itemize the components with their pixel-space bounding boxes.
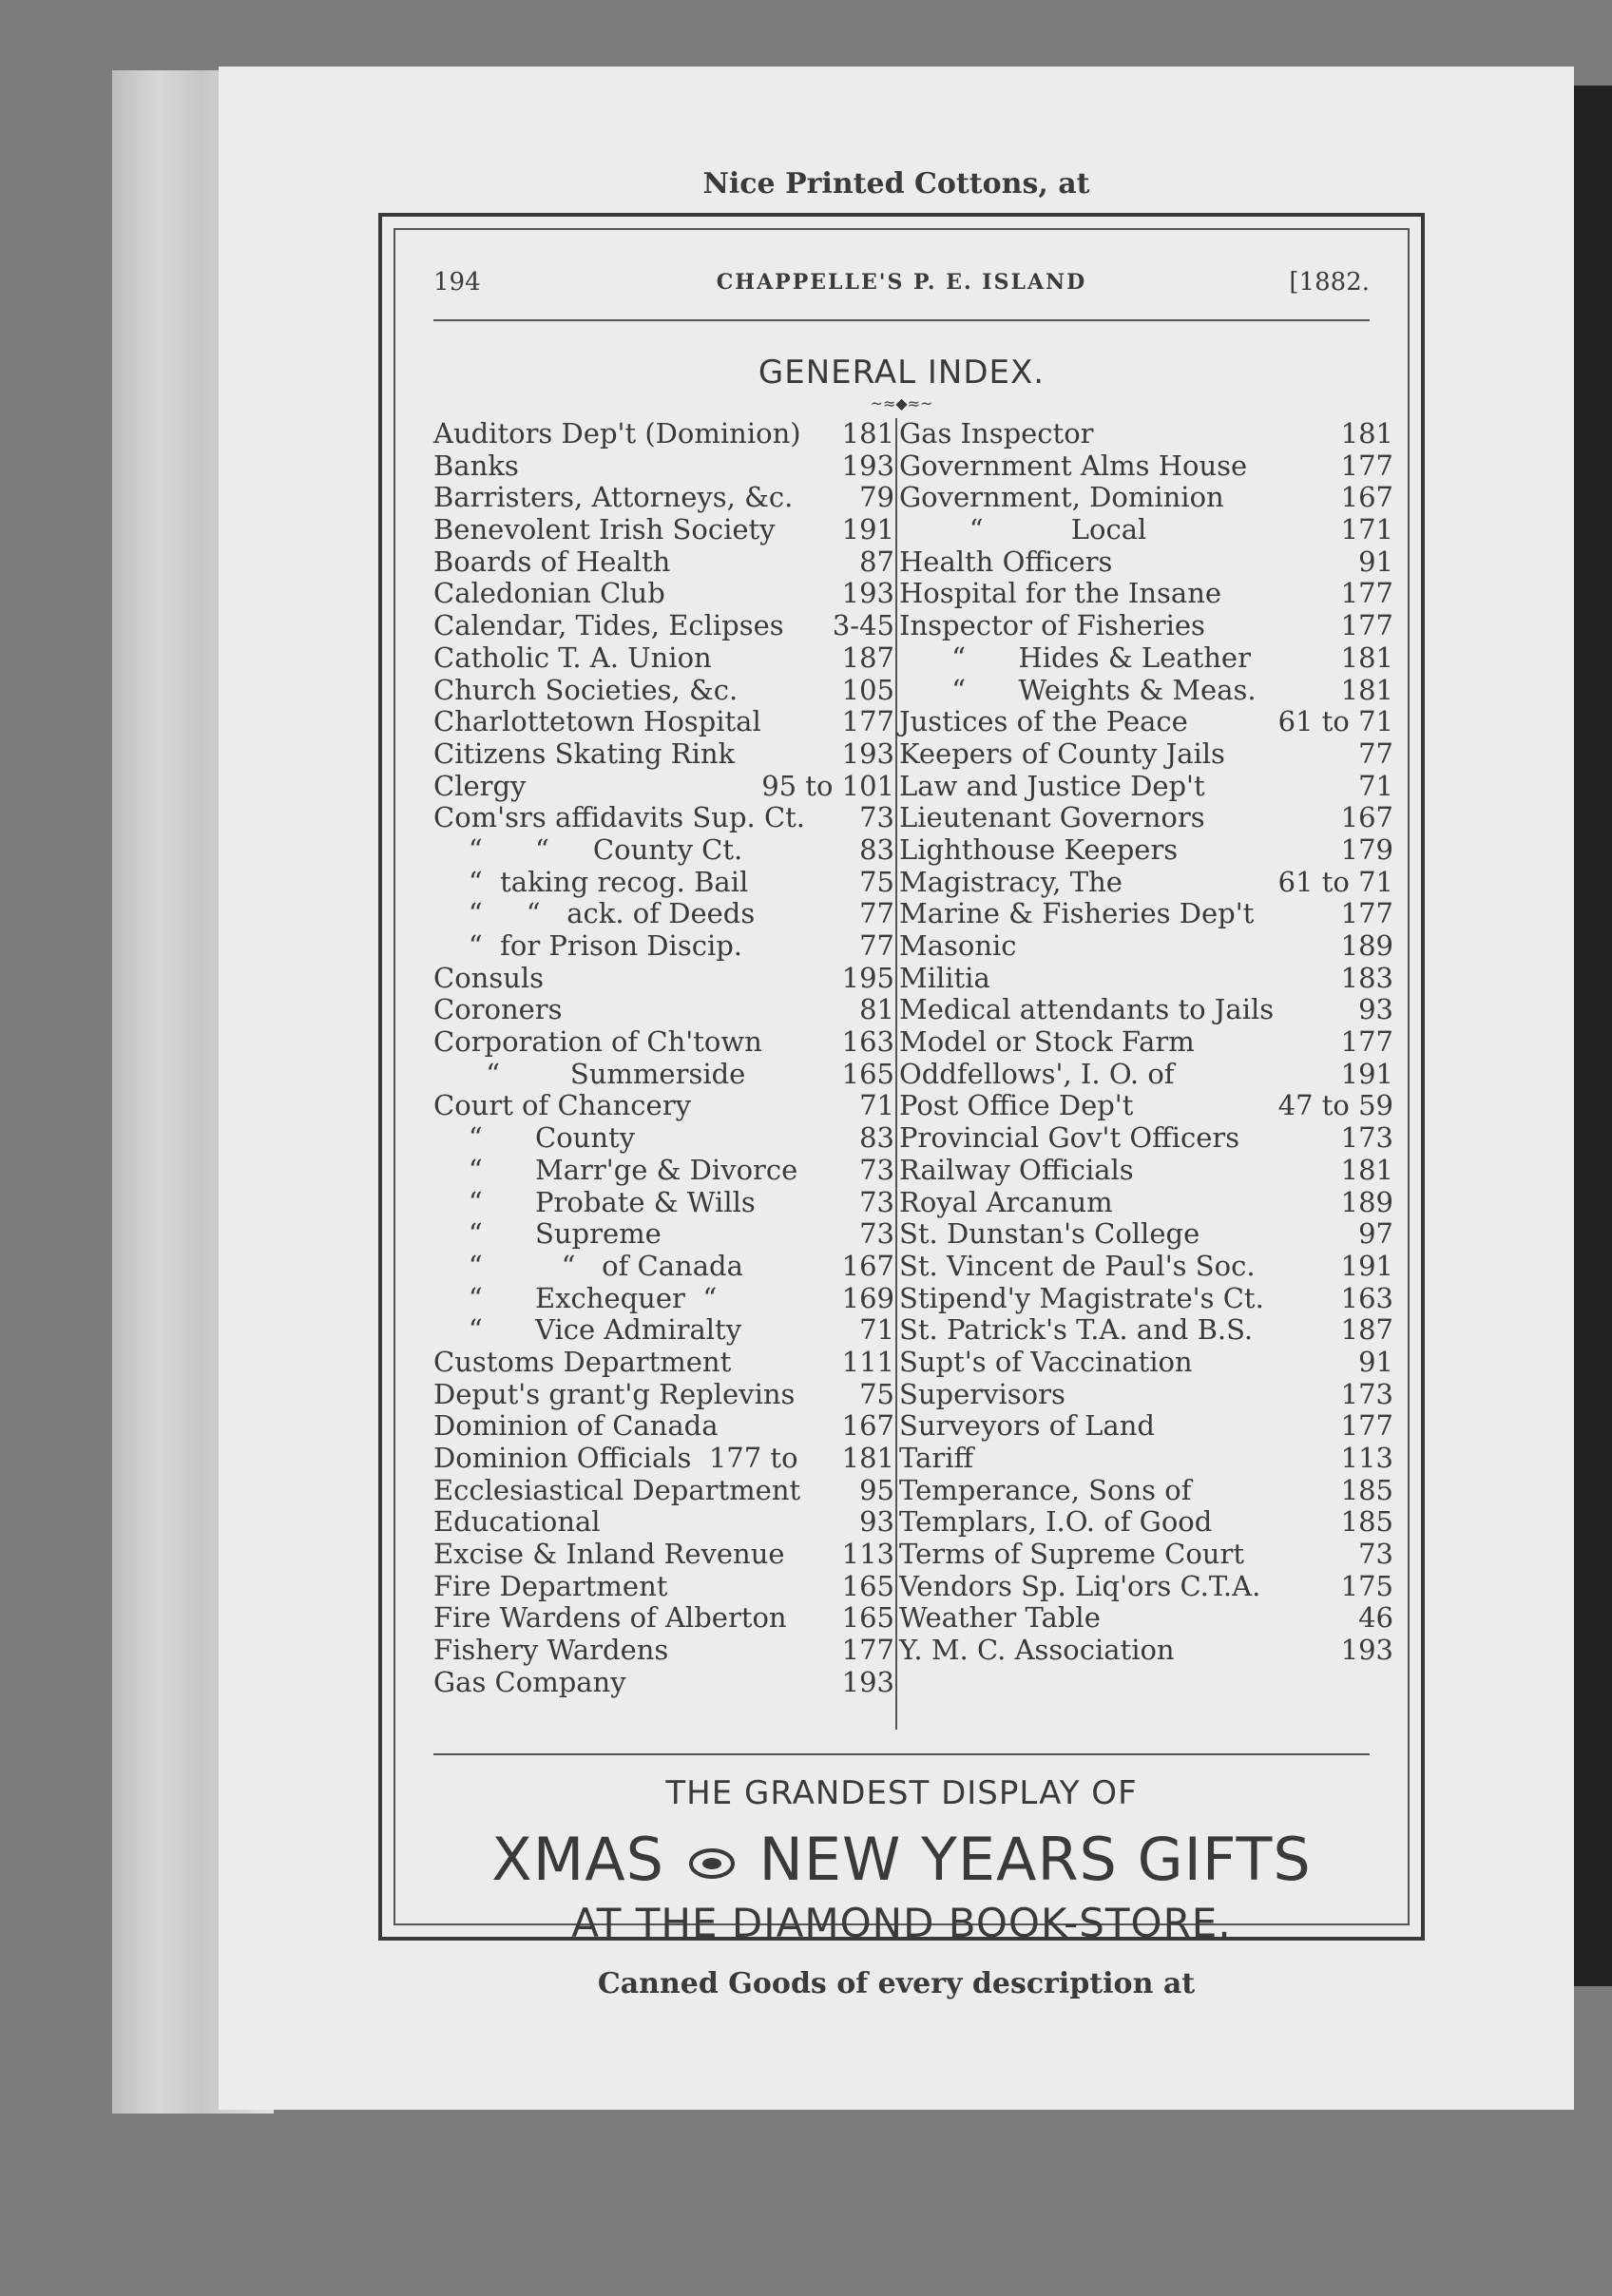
index-entry-page: 191 [1340, 1249, 1393, 1282]
index-entry-page: 91 [1358, 545, 1393, 578]
index-entry-page: 185 [1340, 1473, 1393, 1506]
index-entry [433, 1026, 894, 1059]
advert-line-1: THE GRANDEST DISPLAY OF [665, 1774, 1138, 1812]
index-entry-page: 181 [1340, 641, 1393, 674]
index-entry-name: Law and Justice Dep't [899, 769, 1205, 802]
index-entry-name: Banks [433, 449, 519, 482]
index-entry [433, 930, 894, 963]
index-entry-name: Provincial Gov't Officers [899, 1121, 1240, 1155]
index-entry [433, 1539, 894, 1571]
index-entry-name: Benevolent Irish Society [433, 513, 776, 546]
index-entry [899, 1506, 1393, 1539]
index-entry [433, 1122, 894, 1155]
index-entry-page: 83 [859, 832, 894, 866]
index-entry-name: Stipend'y Magistrate's Ct. [899, 1281, 1264, 1314]
index-entry-page: 61 to 71 [1277, 705, 1393, 738]
index-entry [433, 578, 894, 610]
index-entry-name: Railway Officials [899, 1153, 1134, 1186]
index-entry-name: “ Supreme [433, 1217, 662, 1251]
index-entry [899, 1155, 1393, 1187]
index-entry [433, 834, 894, 867]
index-entry-page: 177 [1340, 449, 1393, 482]
index-columns [433, 417, 1393, 1730]
index-entry-page: 95 [859, 1473, 894, 1506]
index-entry-name: Royal Arcanum [899, 1185, 1113, 1218]
index-entry-page: 73 [859, 1185, 894, 1218]
index-entry [899, 1410, 1393, 1443]
index-entry [433, 1443, 894, 1475]
index-entry-name: Church Societies, &c. [433, 673, 739, 706]
index-entry-name: Health Officers [899, 545, 1113, 578]
index-entry-name: “ Summerside [433, 1057, 746, 1090]
index-entry [433, 706, 894, 738]
index-entry-name: Masonic [899, 929, 1017, 962]
index-entry [433, 1251, 894, 1283]
index-entry [899, 578, 1393, 610]
index-entry-name: Temperance, Sons of [899, 1473, 1192, 1506]
index-entry-name: Templars, I.O. of Good [899, 1505, 1213, 1539]
index-entry [899, 1187, 1393, 1219]
index-entry-page: 77 [859, 929, 894, 962]
index-entry-name: St. Patrick's T.A. and B.S. [899, 1313, 1254, 1347]
advert-xmas: XMAS [491, 1825, 664, 1894]
column-divider [895, 418, 897, 1730]
index-entry-name: Surveyors of Land [899, 1409, 1155, 1443]
index-entry-page: 83 [859, 1121, 894, 1155]
index-entry-page: 3-45 [832, 609, 894, 642]
advert-rule-right [899, 1753, 1370, 1755]
index-entry-page: 193 [841, 577, 894, 610]
index-entry [899, 1026, 1393, 1059]
index-entry-page: 165 [841, 1601, 894, 1635]
index-entry-name: Lighthouse Keepers [899, 832, 1179, 866]
index-entry-page: 71 [1358, 769, 1393, 802]
index-entry [899, 1218, 1393, 1251]
index-entry [433, 963, 894, 995]
index-entry [899, 867, 1393, 899]
index-entry-name: “ County [433, 1121, 636, 1155]
index-entry-page: 77 [859, 897, 894, 930]
index-entry-name: “ “ ack. of Deeds [433, 897, 756, 930]
index-entry [433, 642, 894, 675]
index-entry-page: 195 [841, 961, 894, 994]
index-entry-name: “ taking recog. Bail [433, 865, 749, 898]
index-entry [899, 546, 1393, 579]
index-entry-name: Deput's grant'g Replevins [433, 1377, 796, 1410]
index-entry-name: Hospital for the Insane [899, 577, 1222, 610]
index-entry-page: 183 [1340, 961, 1393, 994]
index-entry-name: Gas Inspector [899, 417, 1094, 450]
index-entry-name: Terms of Supreme Court [899, 1538, 1244, 1571]
index-entry-page: 185 [1340, 1505, 1393, 1539]
index-entry-name: St. Dunstan's College [899, 1217, 1200, 1251]
index-entry [433, 802, 894, 834]
index-entry [433, 1667, 894, 1699]
index-entry-page: 171 [1340, 513, 1393, 546]
index-entry-name: Catholic T. A. Union [433, 641, 712, 674]
index-entry [899, 706, 1393, 738]
running-head [433, 268, 1370, 306]
index-entry [433, 1602, 894, 1635]
index-entry [433, 675, 894, 707]
index-entry [433, 738, 894, 771]
index-entry [433, 994, 894, 1026]
index-entry-name: Fishery Wardens [433, 1634, 669, 1667]
index-entry-page: 77 [1358, 737, 1393, 770]
index-entry-page: 105 [841, 673, 894, 706]
index-entry [433, 1187, 894, 1219]
index-entry-page: 177 [1340, 1409, 1393, 1443]
index-entry-page: 163 [841, 1025, 894, 1059]
index-entry [433, 418, 894, 450]
index-entry-page: 189 [1340, 929, 1393, 962]
index-entry [899, 1539, 1393, 1571]
index-entry-page: 81 [859, 993, 894, 1026]
index-entry-page: 61 to 71 [1277, 865, 1393, 898]
index-entry-name: “ Marr'ge & Divorce [433, 1153, 798, 1186]
index-entry-page: 165 [841, 1057, 894, 1090]
index-entry-name: Government Alms House [899, 449, 1248, 482]
index-entry-page: 73 [859, 1153, 894, 1186]
book-page [219, 67, 1574, 2110]
index-entry-page: 177 [841, 705, 894, 738]
index-entry [899, 450, 1393, 483]
index-entry-page: 71 [859, 1313, 894, 1347]
index-entry-page: 177 [1340, 609, 1393, 642]
index-entry-page: 179 [1340, 832, 1393, 866]
index-entry-page: 187 [841, 641, 894, 674]
index-entry-name: Lieutenant Governors [899, 801, 1205, 834]
index-entry-name: Citizens Skating Rink [433, 737, 736, 770]
index-entry-name: Supt's of Vaccination [899, 1345, 1193, 1378]
index-entry-page: 93 [1358, 993, 1393, 1026]
index-entry [433, 1314, 894, 1347]
index-entry-page: 191 [1340, 1057, 1393, 1090]
index-entry-page: 175 [1340, 1569, 1393, 1602]
index-entry-name: Clergy [433, 769, 527, 802]
index-entry-name: Tariff [899, 1442, 974, 1474]
index-entry-page: 73 [859, 1217, 894, 1251]
index-entry-name: Caledonian Club [433, 577, 665, 610]
index-entry [433, 898, 894, 930]
index-entry-name: Post Office Dep't [899, 1089, 1134, 1122]
index-entry-name: Dominion Officials 177 to [433, 1442, 798, 1474]
index-entry-name: “ Weights & Meas. [899, 673, 1257, 706]
index-entry [433, 1571, 894, 1603]
index-entry [433, 1475, 894, 1507]
index-entry [899, 963, 1393, 995]
index-entry [899, 418, 1393, 450]
index-entry-page: 163 [1340, 1281, 1393, 1314]
index-entry-page: 71 [859, 1089, 894, 1122]
index-entry-page: 113 [1340, 1442, 1393, 1474]
index-entry-page: 193 [841, 1665, 894, 1698]
index-entry [899, 1602, 1393, 1635]
index-entry-page: 93 [859, 1505, 894, 1539]
index-entry-name: Charlottetown Hospital [433, 705, 761, 738]
index-entry-page: 75 [859, 1377, 894, 1410]
index-entry-name: Magistracy, The [899, 865, 1123, 898]
index-entry-page: 167 [1340, 481, 1393, 514]
index-entry [899, 1314, 1393, 1347]
index-entry-name: Supervisors [899, 1377, 1065, 1410]
index-entry-page: 169 [841, 1281, 894, 1314]
index-entry [433, 1059, 894, 1091]
index-entry-page: 181 [1340, 673, 1393, 706]
index-entry-name: Calendar, Tides, Eclipses [433, 609, 784, 642]
index-entry-name: “ Exchequer “ [433, 1281, 718, 1314]
index-entry-page: 91 [1358, 1345, 1393, 1378]
index-entry-name: Fire Department [433, 1569, 668, 1602]
index-entry-name: Coroners [433, 993, 563, 1026]
index-entry-name: Court of Chancery [433, 1089, 691, 1122]
index-title: GENERAL INDEX. [758, 354, 1046, 392]
index-entry-page: 111 [841, 1345, 894, 1378]
index-entry-page: 73 [859, 801, 894, 834]
index-entry-name: Auditors Dep't (Dominion) [433, 417, 801, 450]
index-entry [433, 482, 894, 514]
index-entry [433, 1155, 894, 1187]
index-entry-page: 79 [859, 481, 894, 514]
index-entry-page: 181 [841, 1442, 894, 1474]
index-entry-page: 191 [841, 513, 894, 546]
index-entry [433, 1218, 894, 1251]
index-entry-name: Dominion of Canada [433, 1409, 719, 1443]
index-entry-page: 177 [1340, 1025, 1393, 1059]
index-entry [899, 514, 1393, 546]
index-column-left [433, 418, 894, 1699]
advert-line-3: AT THE DIAMOND BOOK-STORE. [571, 1900, 1232, 1946]
index-entry-page: 173 [1340, 1121, 1393, 1155]
index-entry-page: 75 [859, 865, 894, 898]
index-entry-name: “ Hides & Leather [899, 641, 1251, 674]
index-entry-page: 167 [841, 1249, 894, 1282]
running-title: CHAPPELLE'S P. E. ISLAND [716, 270, 1087, 295]
page-header-advert: Nice Printed Cottons, at [702, 167, 1090, 201]
index-column-right [899, 418, 1393, 1667]
index-entry-name: Ecclesiastical Department [433, 1473, 801, 1506]
index-entry [433, 1635, 894, 1667]
index-entry [899, 1571, 1393, 1603]
index-entry [899, 802, 1393, 834]
index-entry [899, 675, 1393, 707]
index-entry-name: “ “ of Canada [433, 1249, 743, 1282]
index-entry-name: Model or Stock Farm [899, 1025, 1195, 1059]
index-entry-name: Militia [899, 961, 990, 994]
index-entry [433, 546, 894, 579]
index-entry [899, 771, 1393, 803]
index-entry-name: Government, Dominion [899, 481, 1224, 514]
index-entry [433, 610, 894, 642]
index-entry [899, 1122, 1393, 1155]
index-frame-inner [393, 228, 1410, 1946]
page-footer-advert: Canned Goods of every description at [597, 1967, 1196, 2000]
advert-rule-left [433, 1753, 909, 1755]
index-entry [433, 1090, 894, 1122]
index-entry-page: 193 [841, 737, 894, 770]
index-entry-name: Inspector of Fisheries [899, 609, 1205, 642]
index-entry [899, 642, 1393, 675]
index-entry-name: Oddfellows', I. O. of [899, 1057, 1175, 1090]
index-entry-page: 177 [1340, 897, 1393, 930]
index-entry-name: “ for Prison Discip. [433, 929, 743, 962]
index-entry [899, 1475, 1393, 1507]
index-entry-name: Justices of the Peace [899, 705, 1188, 738]
index-entry-name: Customs Department [433, 1345, 732, 1378]
index-entry-page: 193 [841, 449, 894, 482]
index-entry-page: 181 [1340, 1153, 1393, 1186]
index-entry-page: 73 [1358, 1538, 1393, 1571]
advert-new-years-gifts: NEW YEARS GIFTS [758, 1825, 1312, 1894]
index-entry-page: 187 [1340, 1313, 1393, 1347]
index-entry-name: Keepers of County Jails [899, 737, 1225, 770]
index-frame [378, 213, 1425, 1946]
index-entry-name: Com'srs affidavits Sup. Ct. [433, 801, 806, 834]
index-entry-page: 167 [1340, 801, 1393, 834]
index-entry [899, 898, 1393, 930]
index-entry-page: 97 [1358, 1217, 1393, 1251]
index-entry-name: “ Vice Admiralty [433, 1313, 742, 1347]
index-entry-name: Y. M. C. Association [899, 1634, 1175, 1667]
index-entry-page: 189 [1340, 1185, 1393, 1218]
index-entry-name: Barristers, Attorneys, &c. [433, 481, 794, 514]
index-entry-page: 165 [841, 1569, 894, 1602]
index-entry [899, 482, 1393, 514]
index-entry [433, 1283, 894, 1315]
index-entry [899, 1379, 1393, 1411]
index-entry-page: 87 [859, 545, 894, 578]
index-entry [899, 1347, 1393, 1379]
index-entry-name: Marine & Fisheries Dep't [899, 897, 1255, 930]
index-entry-name: “ Local [899, 513, 1147, 546]
index-entry [899, 1443, 1393, 1475]
index-entry [899, 610, 1393, 642]
index-entry [899, 1059, 1393, 1091]
index-entry [899, 994, 1393, 1026]
facing-page-edge [1570, 86, 1612, 1986]
index-entry-page: 95 to 101 [761, 769, 894, 802]
index-entry [899, 834, 1393, 867]
index-entry [433, 450, 894, 483]
index-entry-name: “ “ County Ct. [433, 832, 743, 866]
index-entry-name: Boards of Health [433, 545, 671, 578]
index-entry-page: 167 [841, 1409, 894, 1443]
index-entry-name: Consuls [433, 961, 545, 994]
page-number: 194 [433, 268, 481, 297]
index-entry-page: 47 to 59 [1277, 1089, 1393, 1122]
index-entry [899, 1090, 1393, 1122]
index-entry [433, 1379, 894, 1411]
index-entry [899, 1283, 1393, 1315]
index-entry-name: Excise & Inland Revenue [433, 1538, 785, 1571]
index-entry-name: Educational [433, 1505, 601, 1539]
index-entry [899, 738, 1393, 771]
index-entry [433, 771, 894, 803]
index-entry-name: Corporation of Ch'town [433, 1025, 762, 1059]
index-entry-page: 181 [1340, 417, 1393, 450]
head-rule [433, 319, 1370, 321]
running-year: [1882. [1289, 268, 1370, 297]
index-entry-page: 177 [1340, 577, 1393, 610]
index-entry-page: 181 [841, 417, 894, 450]
index-entry-page: 46 [1358, 1601, 1393, 1635]
index-entry-page: 173 [1340, 1377, 1393, 1410]
index-entry-name: Vendors Sp. Liq'ors C.T.A. [899, 1569, 1261, 1602]
index-entry-name: Fire Wardens of Alberton [433, 1601, 787, 1635]
index-entry [899, 1251, 1393, 1283]
index-entry-name: Gas Company [433, 1665, 626, 1698]
index-entry-name: Medical attendants to Jails [899, 993, 1275, 1026]
ornament-divider: ~≈◆≈~ [870, 394, 933, 412]
index-entry [433, 1410, 894, 1443]
index-entry-name: St. Vincent de Paul's Soc. [899, 1249, 1256, 1282]
advert-line-2 [395, 1825, 1408, 1894]
index-entry-page: 177 [841, 1634, 894, 1667]
index-entry-name: Weather Table [899, 1601, 1101, 1635]
index-entry [899, 1635, 1393, 1667]
ampersand-ornament-icon [684, 1845, 739, 1883]
index-entry [433, 1347, 894, 1379]
index-entry [433, 867, 894, 899]
index-entry-page: 193 [1340, 1634, 1393, 1667]
index-entry-page: 113 [841, 1538, 894, 1571]
index-entry [433, 1506, 894, 1539]
index-entry [899, 930, 1393, 963]
index-entry-name: “ Probate & Wills [433, 1185, 756, 1218]
index-entry [433, 514, 894, 546]
